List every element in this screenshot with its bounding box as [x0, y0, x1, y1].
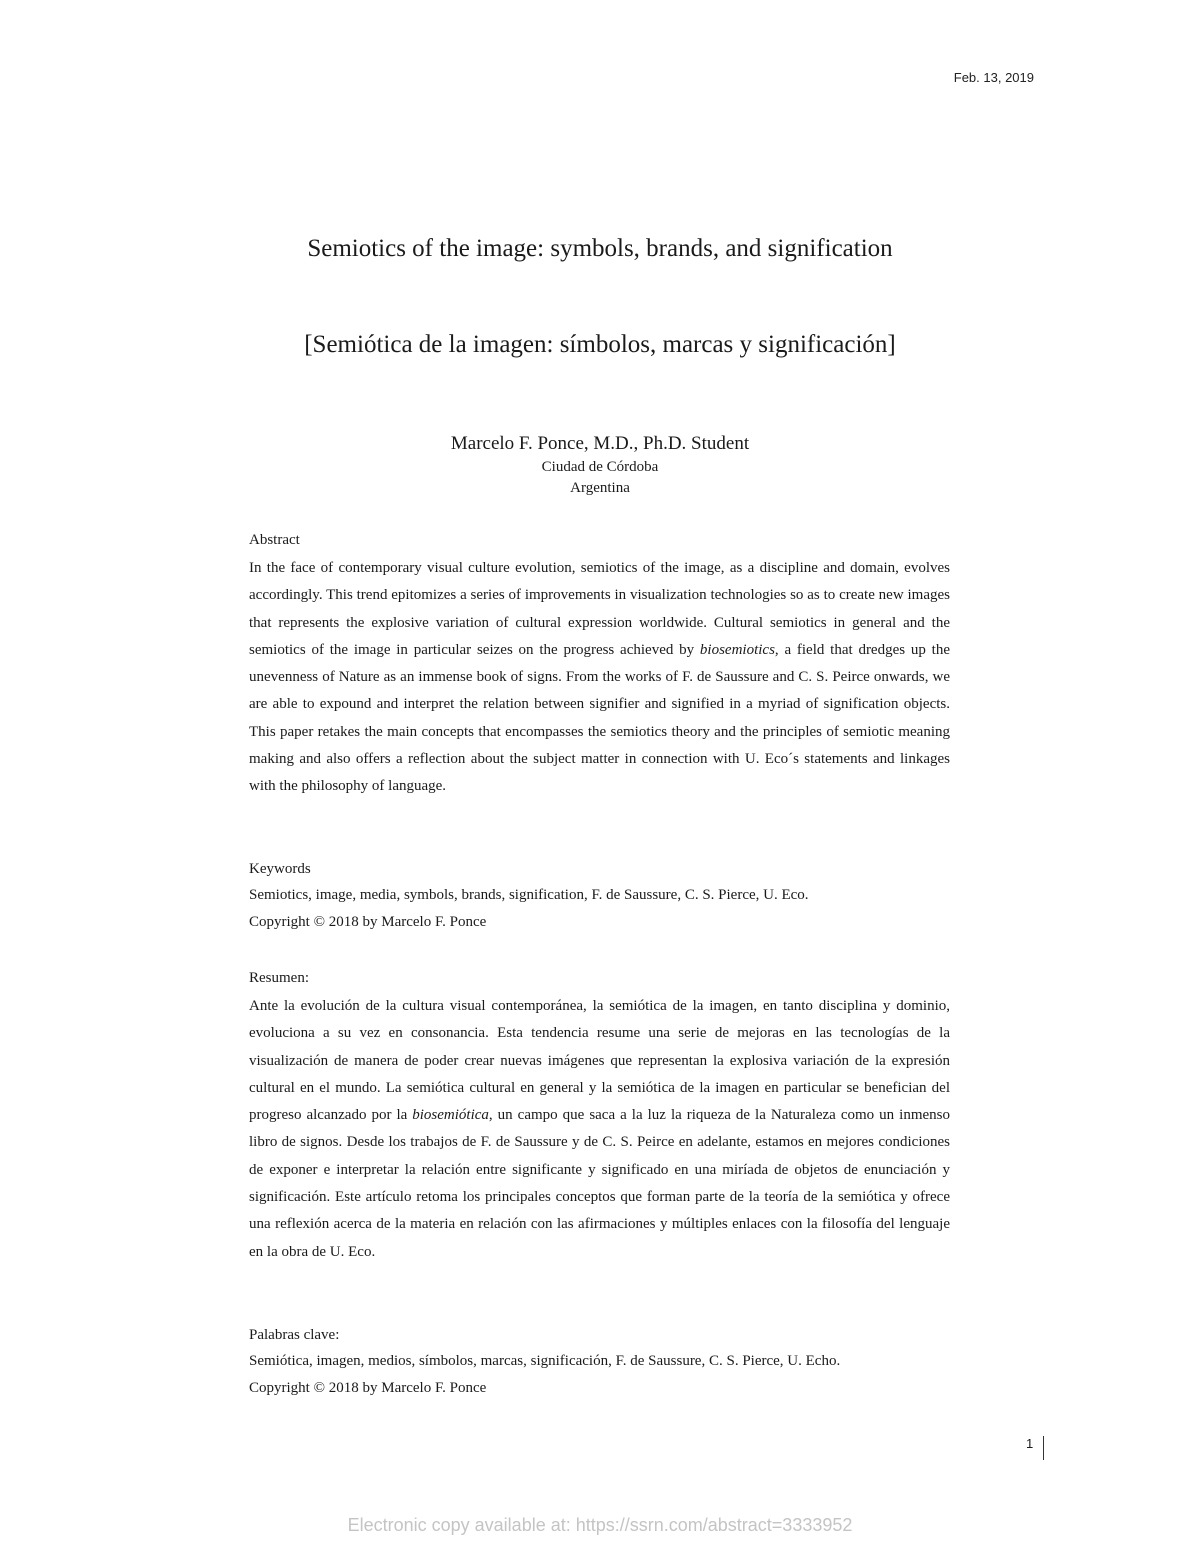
palabras-clave-list: Semiótica, imagen, medios, símbolos, marcas, significación, F. de Saussure, C. S. Pierce, U. Echo.	[249, 1353, 841, 1369]
abstract-text-part: , a field that dredges up the unevenness of Nature as an immense book of signs. From the works of F. de Saussure and C. S. Peirce onwards, we are able to expound and interpret the relation between signifier and signified in a myriad of signification objects. This paper retakes the main concepts that encompasses the semiotics theory and the principles of semiotic meaning making and also offers a reflection about the subject matter in connection with U. Eco´s statements and linkages with the philosophy of language.	[249, 641, 950, 795]
page-number-divider	[1043, 1436, 1044, 1460]
ssrn-footer-watermark: Electronic copy available at: https://ssrn.com/abstract=3333952	[347, 1515, 853, 1535]
paper-title-spanish: [Semiótica de la imagen: símbolos, marcas y significación]	[304, 331, 896, 358]
palabras-clave-copyright: Copyright © 2018 by Marcelo F. Ponce	[249, 1380, 487, 1396]
keywords-heading: Keywords	[249, 861, 311, 877]
resumen-heading: Resumen:	[249, 970, 309, 986]
abstract-heading: Abstract	[249, 532, 300, 548]
abstract-text-part: In the face of contemporary visual culture evolution, semiotics of the image, as a discipline and domain, evolves accordingly. This trend epitomizes a series of improvements in visualization technologies so as to create new images that represents the explosive variation of cultural expression worldwide. Cultural semiotics in general and the semiotics of the image in particular seizes on the progress achieved by	[249, 560, 950, 658]
abstract-emphasis: biosemiotics	[699, 641, 775, 658]
keywords-copyright: Copyright © 2018 by Marcelo F. Ponce	[249, 914, 487, 930]
resumen-text	[249, 993, 950, 1266]
author-country: Argentina	[570, 480, 630, 496]
author-city: Ciudad de Córdoba	[541, 459, 659, 475]
keywords-list: Semiotics, image, media, symbols, brands, signification, F. de Saussure, C. S. Pierce, U. Eco.	[249, 887, 809, 903]
palabras-clave-heading: Palabras clave:	[249, 1327, 340, 1343]
palabras-clave-section	[249, 1327, 950, 1402]
resumen-text-part: Ante la evolución de la cultura visual contemporánea, la semiótica de la imagen, en tanto disciplina y dominio, evoluciona a su vez en consonancia. Esta tendencia resume una serie de mejoras en las tecnologías de la visualización de manera de poder crear nuevas imágenes que representan la explosiva variación de la expresión cultural en el mundo. La semiótica cultural en general y la semiótica de la imagen en particular se benefician del progreso alcanzado por la	[249, 998, 950, 1124]
author-name: Marcelo F. Ponce, M.D., Ph.D. Student	[450, 433, 750, 454]
resumen-section	[249, 970, 950, 1266]
resumen-emphasis: biosemiótica	[412, 1107, 489, 1124]
paper-title-english: Semiotics of the image: symbols, brands, and signification	[307, 235, 893, 262]
resumen-text-part: , un campo que saca a la luz la riqueza de la Naturaleza como un inmenso libro de signos. Desde los trabajos de F. de Saussure y de C. S. Peirce en adelante, estamos en mejores condiciones de exponer e interpretar la relación entre significante y significado en una miríada de objetos de enunciación y significación. Este artículo retoma los principales conceptos que forman parte de la teoría de la semiótica y ofrece una reflexión acerca de la materia en relación con las afirmaciones y múltiples enlaces con la filosofía del lenguaje en la obra de U. Eco.	[249, 1107, 950, 1260]
abstract-text	[249, 555, 950, 801]
page-number: 1	[1026, 1436, 1034, 1451]
abstract-section	[249, 532, 950, 801]
document-date: Feb. 13, 2019	[953, 70, 1034, 85]
keywords-section	[249, 861, 950, 936]
